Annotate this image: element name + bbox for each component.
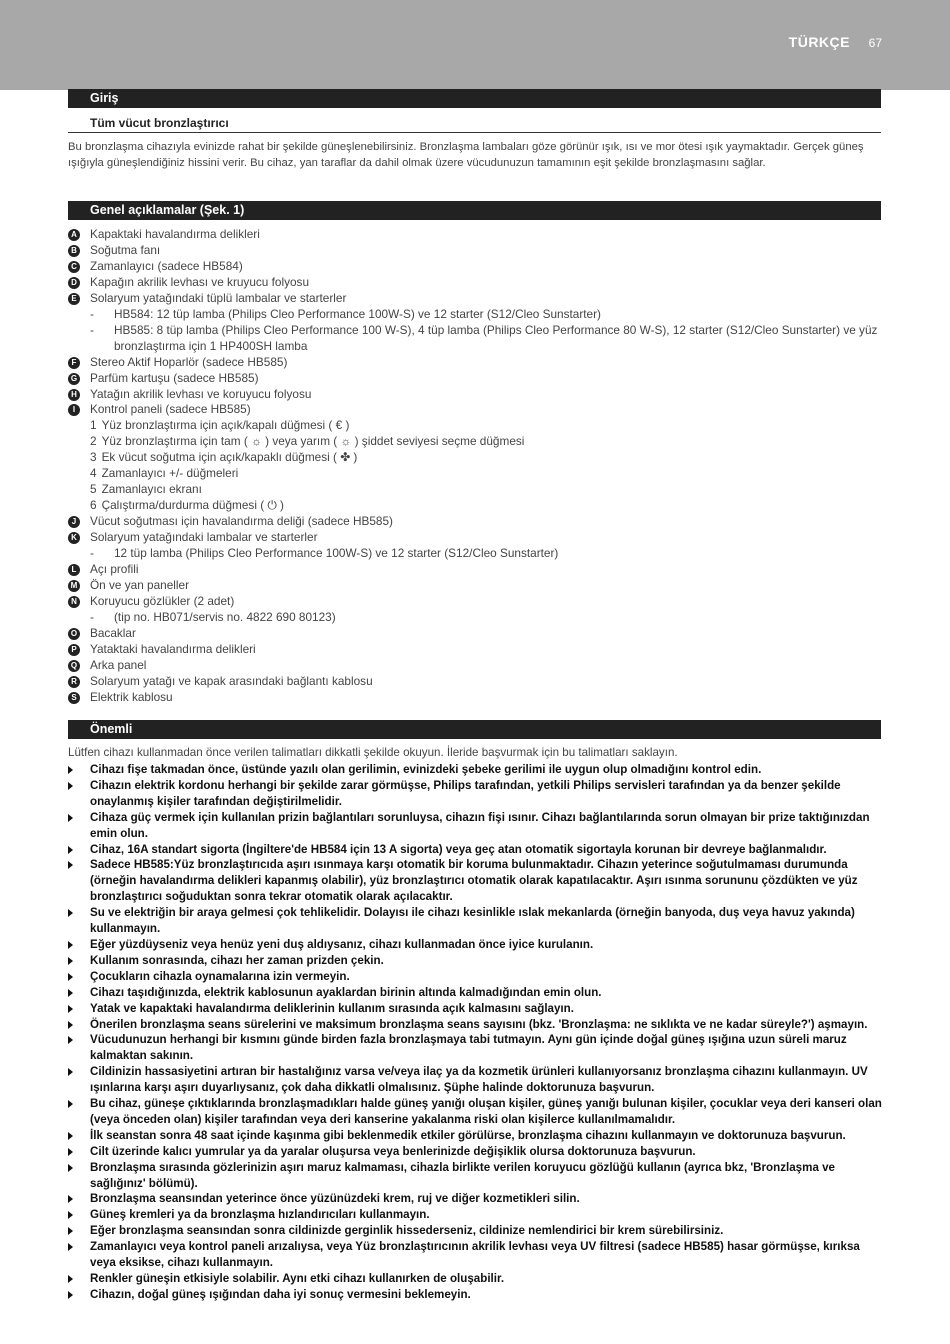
numbered-item bbox=[68, 418, 880, 434]
letter-badge: P bbox=[68, 644, 80, 656]
list-item bbox=[68, 514, 880, 530]
item-text: Elektrik kablosu bbox=[90, 689, 173, 704]
language-label: TÜRKÇE bbox=[788, 34, 850, 50]
letter-badge: I bbox=[68, 404, 80, 416]
warning-text: Cihazın, doğal güneş ışığından daha iyi sonuç vermesini beklemeyin. bbox=[90, 1287, 471, 1301]
bullet-arrow-icon bbox=[68, 973, 73, 981]
warning-item bbox=[68, 1032, 883, 1064]
bullet-arrow-icon bbox=[68, 1164, 73, 1172]
warning-item bbox=[68, 1223, 883, 1239]
item-text: Çalıştırma/durdurma düğmesi ( ⏻ ) bbox=[101, 498, 284, 513]
letter-badge: J bbox=[68, 516, 80, 528]
section-title-intro: Giriş bbox=[68, 89, 881, 108]
warnings-list bbox=[68, 762, 883, 1303]
subsection-title: Tüm vücut bronzlaştırıcı bbox=[90, 116, 229, 130]
warning-text: Güneş kremleri ya da bronzlaşma hızlandırıcıları kullanmayın. bbox=[90, 1208, 430, 1222]
item-text: Yüz bronzlaştırma için tam ( ☼ ) veya yarım ( ☼ ) şiddet seviyesi seçme düğmesi bbox=[101, 434, 525, 449]
section-title-general: Genel açıklamalar (Şek. 1) bbox=[68, 201, 881, 220]
list-item bbox=[68, 243, 880, 259]
bullet-arrow-icon bbox=[68, 1068, 73, 1076]
item-text: Solaryum yatağındaki lambalar ve starterler bbox=[90, 530, 318, 545]
item-number: 4 bbox=[90, 466, 97, 481]
numbered-item bbox=[68, 434, 880, 450]
warning-text: Bronzlaşma seansından yeterince önce yüzünüzdeki krem, ruj ve diğer kozmetikleri silin. bbox=[90, 1192, 580, 1206]
letter-badge: O bbox=[68, 628, 80, 640]
warning-text: Cildinizin hassasiyetini artıran bir hastalığınız varsa ve/veya ilaç ya da kozmetik ürünleri kullanıyorsanız bronzlaşma cihazını kullanmayın. UV ışınlarına karşı aşırı duyarlıysanız, çok daha dikkatli olmalısınız. Şüphe halinde doktorunuza başvurun. bbox=[90, 1065, 868, 1095]
list-item bbox=[68, 291, 880, 307]
item-text: Solaryum yatağı ve kapak arasındaki bağlantı kablosu bbox=[90, 673, 373, 688]
warning-text: Yatak ve kapaktaki havalandırma deliklerinin kullanım sırasında açık kalmasını sağlayın. bbox=[90, 1001, 574, 1015]
warning-text: İlk seanstan sonra 48 saat içinde kaşınma gibi beklenmedik etkiler görülürse, bronzlaşma cihazını kullanmayın ve doktorunuza başvurun. bbox=[90, 1128, 846, 1142]
item-text: Yüz bronzlaştırma için açık/kapalı düğmesi ( € ) bbox=[101, 418, 350, 433]
item-number: 1 bbox=[90, 418, 97, 433]
warning-item bbox=[68, 1017, 883, 1033]
warning-item bbox=[68, 762, 883, 778]
letter-badge: B bbox=[68, 245, 80, 257]
item-text: HB585: 8 tüp lamba (Philips Cleo Performance 100 W-S), 4 tüp lamba (Philips Cleo Performance 80 W-S), 12 starter (S12/Cleo Sunstarter) ve yüz bronzlaştırma için 1 HP400SH lamba bbox=[114, 322, 878, 353]
bullet-arrow-icon bbox=[68, 861, 73, 869]
warning-text: Eğer yüzdüyseniz veya henüz yeni duş aldıysanız, cihazı kullanmadan önce iyice kurulanın. bbox=[90, 937, 594, 951]
letter-badge: L bbox=[68, 564, 80, 576]
warning-item bbox=[68, 857, 883, 905]
warning-text: Cihazı taşıdığınızda, elektrik kablosunun ayaklardan birinin altında kalmadığından emin olun. bbox=[90, 985, 602, 999]
list-item bbox=[68, 594, 880, 610]
letter-badge: G bbox=[68, 373, 80, 385]
bullet-arrow-icon bbox=[68, 1100, 73, 1108]
list-item bbox=[68, 371, 880, 387]
warning-item bbox=[68, 842, 883, 858]
item-text: Ön ve yan paneller bbox=[90, 577, 190, 592]
item-text: Solaryum yatağındaki tüplü lambalar ve starterler bbox=[90, 290, 347, 305]
warning-item bbox=[68, 1064, 883, 1096]
item-number: 6 bbox=[90, 498, 97, 513]
warning-text: Renkler güneşin etkisiyle solabilir. Aynı etki cihazı kullanırken de oluşabilir. bbox=[90, 1272, 505, 1285]
warning-item bbox=[68, 778, 883, 810]
letter-badge: H bbox=[68, 389, 80, 401]
item-number: 2 bbox=[90, 434, 97, 449]
warning-text: Sadece HB585:Yüz bronzlaştırıcıda aşırı ısınmaya karşı otomatik bir koruma bulunmaktadır. Cihazın yeterince soğutulmaması durumunda (örneğin havalandırma delikleri kapanmış olabilir), yüz bronzlaştırıcı otomatik olarak kapatılacaktır. Aşırı ısınma sorununu çözdükten ve yüz bronzlaştırıcı soğuduktan sonra tekrar otomatik olarak açılacaktır. bbox=[90, 858, 858, 904]
warning-item bbox=[68, 1191, 883, 1207]
item-number: 5 bbox=[90, 482, 97, 497]
list-item bbox=[68, 642, 880, 658]
bullet-arrow-icon bbox=[68, 1021, 73, 1029]
warning-item bbox=[68, 969, 883, 985]
letter-badge: K bbox=[68, 532, 80, 544]
warning-text: Zamanlayıcı veya kontrol paneli arızalıysa, veya Yüz bronzlaştırıcının akrilik levhası veya UV filtresi (sadece HB585) hasar görmüşse, kırıksa veya eksikse, cihazı kullanmayın. bbox=[90, 1240, 860, 1270]
list-item bbox=[68, 674, 880, 690]
warning-text: Kullanım sonrasında, cihazı her zaman prizden çekin. bbox=[90, 953, 384, 967]
letter-badge: S bbox=[68, 692, 80, 704]
item-text: Kapaktaki havalandırma delikleri bbox=[90, 227, 260, 241]
list-item bbox=[68, 227, 880, 243]
dash-marker: - bbox=[90, 609, 94, 624]
warning-text: Çocukların cihazla oynamalarına izin vermeyin. bbox=[90, 969, 350, 983]
list-item bbox=[68, 530, 880, 546]
bullet-arrow-icon bbox=[68, 1036, 73, 1044]
bullet-arrow-icon bbox=[68, 1148, 73, 1156]
letter-badge: F bbox=[68, 357, 80, 369]
item-text: Yatağın akrilik levhası ve koruyucu folyosu bbox=[90, 386, 312, 401]
page-number: 67 bbox=[868, 36, 882, 50]
item-text: Bacaklar bbox=[90, 625, 136, 640]
list-item bbox=[68, 355, 880, 371]
item-text: Açı profili bbox=[90, 562, 139, 577]
warning-text: Cihaz, 16A standart sigorta (İngiltere'de HB584 için 13 A sigorta) veya geç atan otomatik sigortayla korunan bir devreye bağlanmalıdır. bbox=[90, 842, 827, 856]
bullet-arrow-icon bbox=[68, 1195, 73, 1203]
item-text: Zamanlayıcı (sadece HB584) bbox=[90, 258, 243, 273]
section-title-important: Önemli bbox=[68, 720, 881, 739]
letter-badge: R bbox=[68, 676, 80, 688]
sub-list-item bbox=[68, 307, 880, 323]
page-header-band bbox=[0, 0, 950, 90]
list-item bbox=[68, 626, 880, 642]
letter-badge: M bbox=[68, 580, 80, 592]
sub-list-item bbox=[68, 610, 880, 626]
letter-badge: N bbox=[68, 596, 80, 608]
warning-text: Cihaza güç vermek için kullanılan prizin bağlantıları sorunluysa, cihazın fişi ısınır. Cihazı bağlantılarında sorun olmayan bir prize taktığınızdan emin olun. bbox=[90, 810, 870, 840]
numbered-item bbox=[68, 466, 880, 482]
warning-text: Bronzlaşma sırasında gözlerinizin aşırı maruz kalmaması, cihazla birlikte verilen koruyucu gözlüğü kullanın (ayrıca bkz, 'Bronzlaşma ve sağlığınız' bölümü). bbox=[90, 1160, 836, 1190]
list-item bbox=[68, 562, 880, 578]
list-item bbox=[68, 690, 880, 706]
warning-text: Vücudunuzun herhangi bir kısmını günde birden fazla bronzlaşmaya tabi tutmayın. Aynı gün içinde doğal güneş ışığına uzun süreli maruz kalmaktan sakının. bbox=[90, 1033, 847, 1063]
bullet-arrow-icon bbox=[68, 941, 73, 949]
numbered-item bbox=[68, 498, 880, 514]
item-text: Zamanlayıcı +/- düğmeleri bbox=[101, 466, 239, 481]
item-text: Kapağın akrilik levhası ve kruyucu folyosu bbox=[90, 274, 310, 289]
list-item bbox=[68, 402, 880, 418]
list-item bbox=[68, 578, 880, 594]
list-item bbox=[68, 259, 880, 275]
warning-item bbox=[68, 937, 883, 953]
warning-item bbox=[68, 1287, 883, 1303]
bullet-arrow-icon bbox=[68, 1132, 73, 1140]
warning-item bbox=[68, 1207, 883, 1223]
item-text: Arka panel bbox=[90, 657, 147, 672]
item-text: Ek vücut soğutma için açık/kapaklı düğmesi ( ✤ ) bbox=[101, 450, 358, 465]
bullet-arrow-icon bbox=[68, 814, 73, 822]
warning-text: Eğer bronzlaşma seansından sonra cildinizde gerginlik hissederseniz, cildinize nemlendirici bir krem sürebilirsiniz. bbox=[90, 1224, 724, 1238]
bullet-arrow-icon bbox=[68, 909, 73, 917]
item-text: Soğutma fanı bbox=[90, 242, 161, 257]
divider bbox=[68, 132, 881, 133]
warning-item bbox=[68, 1144, 883, 1160]
warning-item bbox=[68, 985, 883, 1001]
warning-item bbox=[68, 953, 883, 969]
item-text: Zamanlayıcı ekranı bbox=[101, 482, 202, 497]
item-text: (tip no. HB071/servis no. 4822 690 80123) bbox=[114, 609, 336, 624]
letter-badge: C bbox=[68, 261, 80, 273]
item-text: Kontrol paneli (sadece HB585) bbox=[90, 402, 251, 417]
bullet-arrow-icon bbox=[68, 846, 73, 854]
item-text: Yataktaki havalandırma delikleri bbox=[90, 641, 256, 656]
letter-badge: A bbox=[68, 229, 80, 241]
warning-item bbox=[68, 905, 883, 937]
bullet-arrow-icon bbox=[68, 1291, 73, 1299]
warning-text: Cilt üzerinde kalıcı yumrular ya da yaralar oluşursa veya benlerinizde değişiklik olursa doktorunuza başvurun. bbox=[90, 1144, 696, 1158]
bullet-arrow-icon bbox=[68, 957, 73, 965]
list-item bbox=[68, 387, 880, 403]
letter-badge: Q bbox=[68, 660, 80, 672]
warning-item bbox=[68, 810, 883, 842]
warning-item bbox=[68, 1160, 883, 1192]
item-text: 12 tüp lamba (Philips Cleo Performance 100W-S) ve 12 starter (S12/Cleo Sunstarter) bbox=[114, 546, 559, 561]
bullet-arrow-icon bbox=[68, 1243, 73, 1251]
dash-marker: - bbox=[90, 322, 94, 337]
warning-item bbox=[68, 1128, 883, 1144]
letter-badge: E bbox=[68, 293, 80, 305]
item-number: 3 bbox=[90, 450, 97, 465]
item-text: Parfüm kartuşu (sadece HB585) bbox=[90, 370, 259, 385]
sub-list-item bbox=[68, 323, 880, 355]
bullet-arrow-icon bbox=[68, 1005, 73, 1013]
bullet-arrow-icon bbox=[68, 1275, 73, 1283]
warning-item bbox=[68, 1271, 883, 1287]
important-intro: Lütfen cihazı kullanmadan önce verilen talimatları dikkatli şekilde okuyun. İleride başvurmak için bu talimatları saklayın. bbox=[68, 746, 678, 759]
bullet-arrow-icon bbox=[68, 782, 73, 790]
bullet-arrow-icon bbox=[68, 989, 73, 997]
dash-marker: - bbox=[90, 546, 94, 561]
warning-text: Su ve elektriğin bir araya gelmesi çok tehlikelidir. Dolayısı ile cihazı kesinlikle ıslak mekanlarda (örneğin banyoda, duş veya havuz yakında) kullanmayın. bbox=[90, 906, 855, 936]
warning-text: Bu cihaz, güneşe çıktıklarında bronzlaşmadıkları halde güneş yanığı oluşan kişiler, güneş yanığı bulunan kişiler, çocuklar veya deri kanseri olan (veya önceden olan) kişiler tarafından veya deri kanserine yakalanma riski olan kişilerce kullanılmamalıdır. bbox=[90, 1097, 882, 1126]
bullet-arrow-icon bbox=[68, 1211, 73, 1219]
list-item bbox=[68, 658, 880, 674]
warning-item bbox=[68, 1239, 883, 1271]
warning-item bbox=[68, 1001, 883, 1017]
bullet-arrow-icon bbox=[68, 1227, 73, 1235]
warning-text: Cihazın elektrik kordonu herhangi bir şekilde zarar görmüşse, Philips tarafından, yetkili Philips servisleri tarafından ya da benzer şekilde onaylanmış kişiler tarafından değiştirilmelidir. bbox=[90, 778, 841, 808]
list-item bbox=[68, 275, 880, 291]
letter-badge: D bbox=[68, 277, 80, 289]
warning-text: Önerilen bronzlaşma seans sürelerini ve maksimum bronzlaşma seans sayısını (bkz. 'Bronzlaşma: ne sıklıkta ve ne kadar süreyle?') aşmayın. bbox=[90, 1017, 868, 1031]
sub-list-item bbox=[68, 546, 880, 562]
warning-item bbox=[68, 1096, 883, 1128]
numbered-item bbox=[68, 482, 880, 498]
parts-list bbox=[68, 227, 880, 706]
item-text: Stereo Aktif Hoparlör (sadece HB585) bbox=[90, 354, 288, 369]
bullet-arrow-icon bbox=[68, 766, 73, 774]
dash-marker: - bbox=[90, 306, 94, 321]
warning-text: Cihazı fişe takmadan önce, üstünde yazılı olan gerilimin, evinizdeki şebeke gerilimi ile uygun olup olmadığını kontrol edin. bbox=[90, 763, 762, 776]
item-text: Koruyucu gözlükler (2 adet) bbox=[90, 593, 235, 608]
item-text: HB584: 12 tüp lamba (Philips Cleo Performance 100W-S) ve 12 starter (S12/Cleo Sunstarter) bbox=[114, 306, 601, 321]
item-text: Vücut soğutması için havalandırma deliği (sadece HB585) bbox=[90, 514, 393, 529]
intro-paragraph: Bu bronzlaşma cihazıyla evinizde rahat bir şekilde güneşlenebilirsiniz. Bronzlaşma lambaları göze görünür ışık, ısı ve mor ötesi ışık yaymaktadır. Gerçek güneş ışığıyla güneşlendiğiniz hissini verir. Bu cihaz, yan taraflar da dahil olmak üzere vücudunuzun tamamının eşit şekilde bronzlaşmasını sağlar. bbox=[68, 141, 864, 169]
numbered-item bbox=[68, 450, 880, 466]
